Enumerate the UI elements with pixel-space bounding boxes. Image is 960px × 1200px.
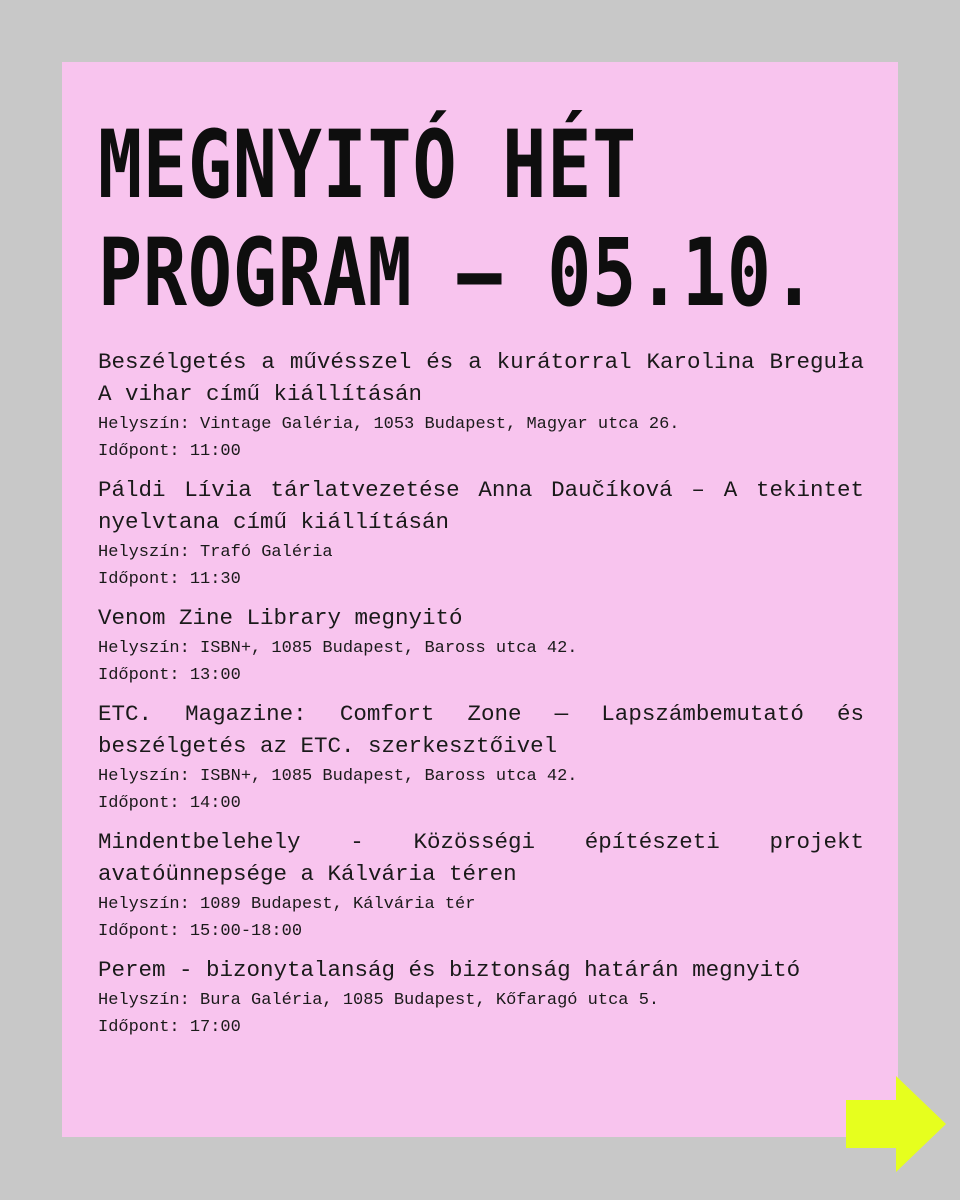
event-time: Időpont: 17:00 (98, 1018, 241, 1037)
event-item (98, 826, 864, 944)
event-location: Helyszín: ISBN+, 1085 Budapest, Baross utca 42. (98, 639, 578, 658)
program-card (62, 62, 898, 1137)
event-item (98, 698, 864, 816)
event-location: Helyszín: 1089 Budapest, Kálvária tér (98, 895, 476, 914)
arrow-right-icon[interactable] (846, 1076, 946, 1172)
event-time: Időpont: 11:30 (98, 570, 241, 589)
event-title: Venom Zine Library megnyitó (98, 605, 463, 631)
event-title: ETC. Magazine: Comfort Zone — Lapszámbemutató és beszélgetés az ETC. szerkesztőivel (98, 701, 864, 759)
event-item (98, 474, 864, 592)
title-line-2: PROGRAM – 05.10. (98, 219, 817, 328)
event-title: Perem - bizonytalanság és biztonság határán megnyitó (98, 957, 801, 983)
event-time: Időpont: 13:00 (98, 666, 241, 685)
event-time: Időpont: 15:00-18:00 (98, 922, 303, 941)
arrow-shape (846, 1076, 946, 1172)
event-title: Mindentbelehely - Közösségi építészeti projekt avatóünnepsége a Kálvária téren (98, 829, 864, 887)
event-list (98, 346, 864, 1050)
event-location: Helyszín: ISBN+, 1085 Budapest, Baross utca 42. (98, 767, 578, 786)
event-item (98, 602, 864, 688)
event-item (98, 346, 864, 464)
title-line-1: MEGNYITÓ HÉT (98, 111, 638, 220)
event-time: Időpont: 11:00 (98, 442, 241, 461)
event-title: Páldi Lívia tárlatvezetése Anna Daučíková – A tekintet nyelvtana című kiállításán (98, 477, 864, 535)
page-title (98, 111, 817, 328)
event-item (98, 954, 864, 1040)
event-location: Helyszín: Trafó Galéria (98, 543, 333, 562)
event-location: Helyszín: Vintage Galéria, 1053 Budapest, Magyar utca 26. (98, 415, 680, 434)
event-time: Időpont: 14:00 (98, 794, 241, 813)
event-location: Helyszín: Bura Galéria, 1085 Budapest, Kőfaragó utca 5. (98, 991, 660, 1010)
event-title: Beszélgetés a művésszel és a kurátorral Karolina Breguła A vihar című kiállításán (98, 349, 864, 407)
